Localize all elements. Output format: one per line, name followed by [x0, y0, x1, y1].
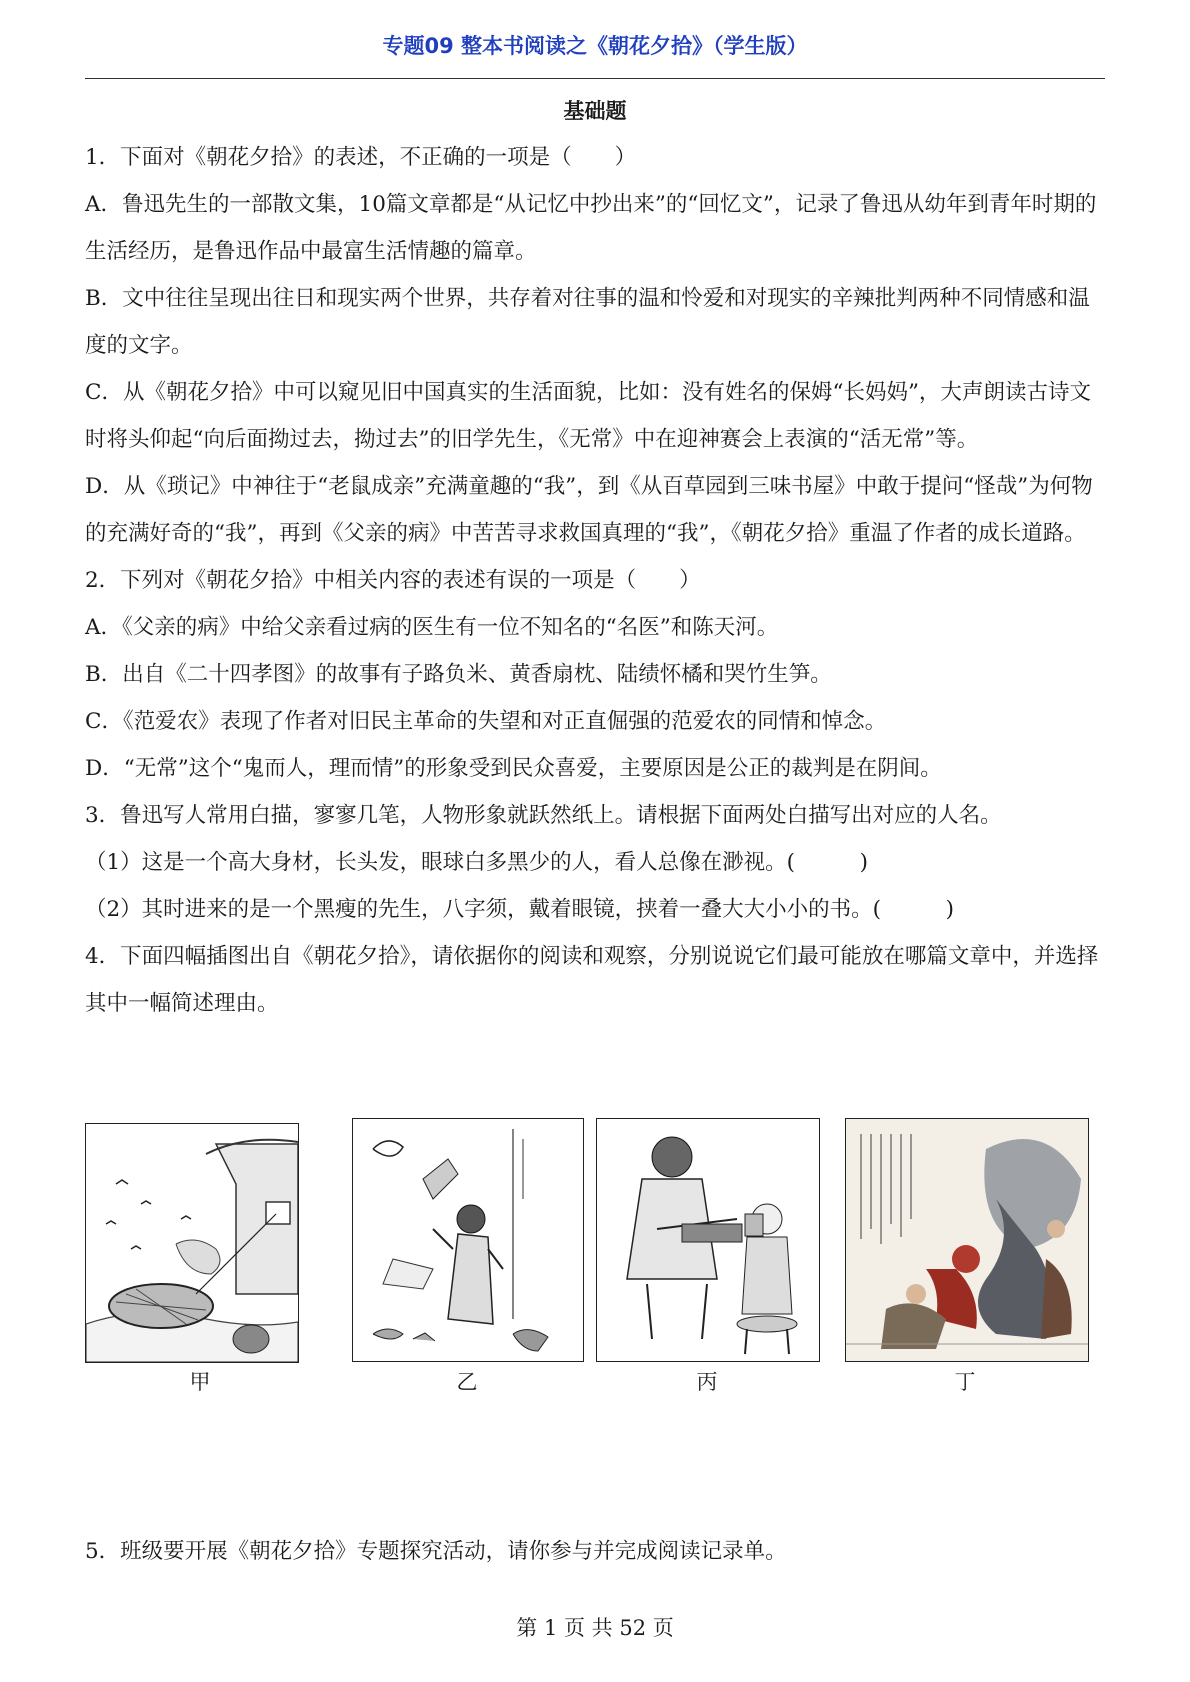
- illustrations-row: [0, 1118, 1190, 1398]
- man-with-cats-drawing: [353, 1119, 583, 1361]
- q3-part-2: （2）其时进来的是一个黑瘦的先生，八字须，戴着眼镜，挟着一叠大大小小的书。( ): [85, 897, 954, 922]
- section-title: 基础题: [563, 99, 627, 123]
- q3-stem: 3．鲁迅写人常用白描，寥寥几笔，人物形象就跃然纸上。请根据下面两处白描写出对应的人名。: [85, 803, 1002, 828]
- q2-option-c: C．《范爱农》表现了作者对旧民主革命的失望和对正直倔强的范爱农的同情和悼念。: [85, 709, 887, 734]
- illustration-bing: [596, 1118, 820, 1362]
- q5-stem: 5．班级要开展《朝花夕拾》专题探究活动，请你参与并完成阅读记录单。: [85, 1539, 787, 1564]
- q2-option-a: A．《父亲的病》中给父亲看过病的医生有一位不知名的“名医”和陈天河。: [85, 615, 779, 640]
- q1-option-b: B．文中往往呈现出往日和现实两个世界，共存着对往事的温和怜爱和对现实的辛辣批判两种不同情感和温度的文字。: [85, 286, 1090, 358]
- header-divider: [85, 78, 1105, 79]
- page-header-title: 专题09 整本书阅读之《朝花夕拾》（学生版）: [382, 34, 808, 58]
- illustration-ding: [845, 1118, 1089, 1362]
- q1-option-d: D．从《琐记》中神往于“老鼠成亲”充满童趣的“我”，到《从百草园到三味书屋》中敢于提问“怪哉”为何物的充满好奇的“我”，再到《父亲的病》中苦苦寻求救国真理的“我”，《朝花夕拾》重温了作者的成长道路。: [85, 474, 1093, 546]
- question-content: [85, 134, 1110, 1027]
- q1-option-c: C．从《朝花夕拾》中可以窥见旧中国真实的生活面貌，比如：没有姓名的保姆“长妈妈”，大声朗读古诗文时将头仰起“向后面拗过去，拗过去”的旧学先生，《无常》中在迎神赛会上表演的“活无常”等。: [85, 380, 1091, 452]
- q2-option-d: D．“无常”这个“鬼而人，理而情”的形象受到民众喜爱，主要原因是公正的裁判是在阴间。: [85, 756, 942, 781]
- nanny-and-child-drawing: [597, 1119, 819, 1361]
- caption-bing: 丙: [696, 1370, 718, 1394]
- q1-stem: 1．下面对《朝花夕拾》的表述，不正确的一项是（ ）: [85, 145, 637, 170]
- caption-yi: 乙: [456, 1370, 478, 1394]
- caption-ding: 丁: [954, 1370, 976, 1394]
- illustration-jia: [85, 1123, 299, 1363]
- caption-jia: 甲: [189, 1370, 211, 1394]
- q2-option-b: B．出自《二十四孝图》的故事有子路负米、黄香扇枕、陆绩怀橘和哭竹生笋。: [85, 662, 832, 687]
- page-footer: 第 1 页 共 52 页: [516, 1616, 674, 1640]
- q2-stem: 2．下列对《朝花夕拾》中相关内容的表述有误的一项是（ ）: [85, 568, 701, 593]
- q3-part-1: （1）这是一个高大身材，长头发，眼球白多黑少的人，看人总像在渺视。( ): [85, 850, 868, 875]
- snow-bird-trap-drawing: [86, 1124, 298, 1362]
- q4-stem: 4．下面四幅插图出自《朝花夕拾》，请依据你的阅读和观察，分别说说它们最可能放在哪篇文章中，并选择其中一幅简述理由。: [85, 944, 1099, 1016]
- illustration-yi: [352, 1118, 584, 1362]
- ghost-festival-painting: [846, 1119, 1088, 1361]
- q1-option-a: A．鲁迅先生的一部散文集，10篇文章都是“从记忆中抄出来”的“回忆文”，记录了鲁迅从幼年到青年时期的生活经历，是鲁迅作品中最富生活情趣的篇章。: [85, 192, 1097, 264]
